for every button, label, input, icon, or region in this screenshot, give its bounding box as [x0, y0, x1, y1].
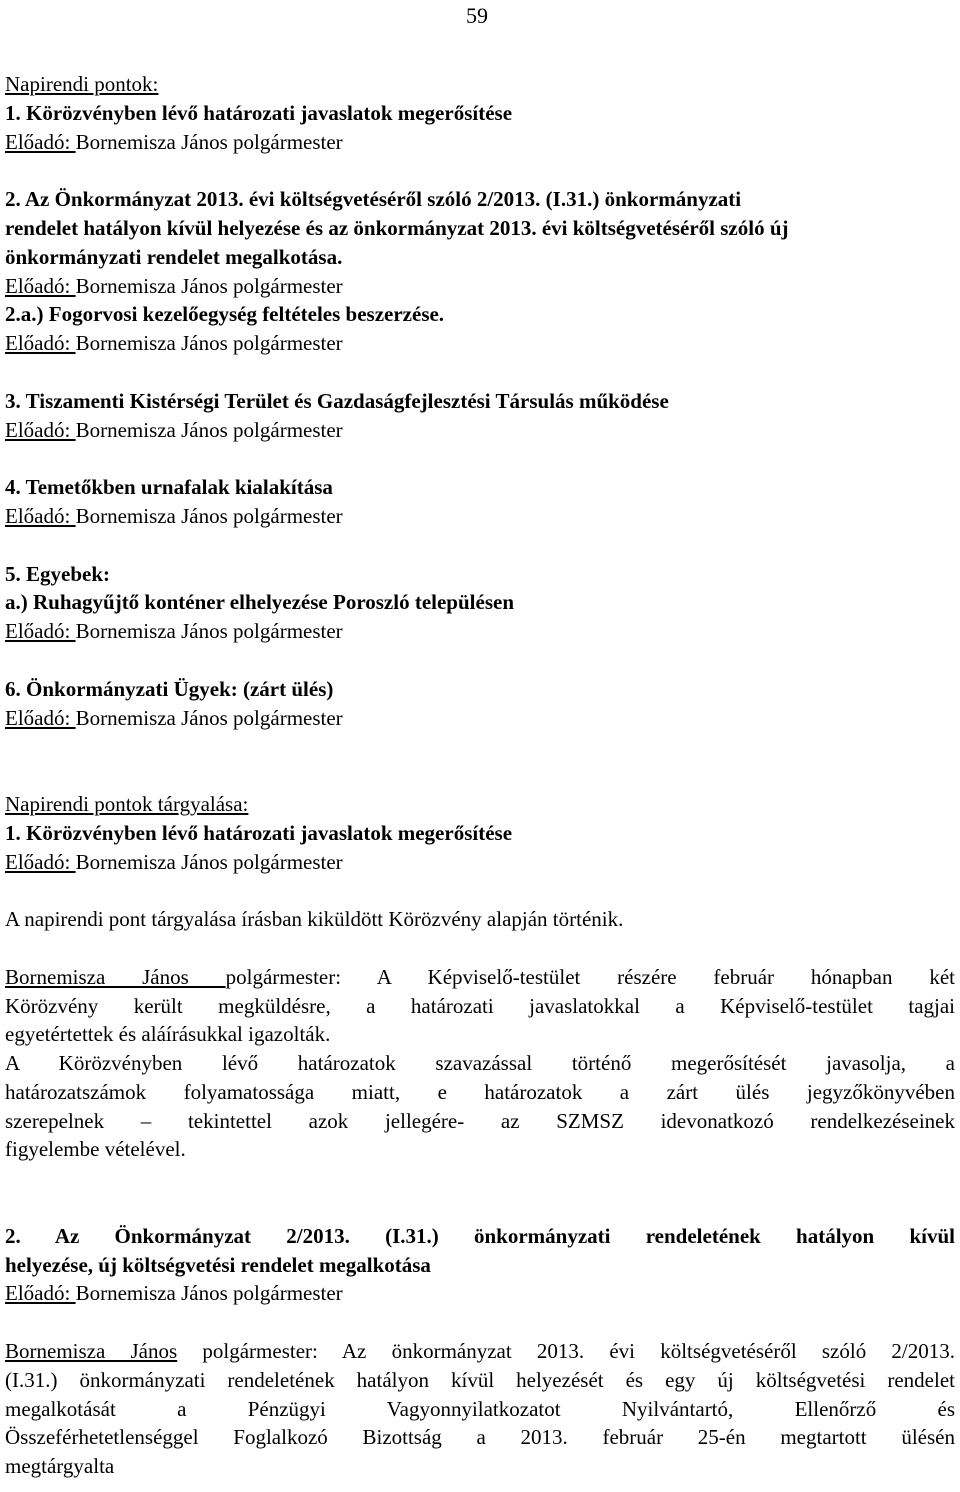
agenda-item-4: 4. Temetőkben urnafalak kialakítása [5, 475, 333, 500]
presenter-line [5, 704, 955, 733]
presenter-line [5, 848, 955, 877]
agenda-item-3: 3. Tiszamenti Kistérségi Terület és Gazdaságfejlesztési Társulás működése [5, 388, 669, 413]
presenter-name: Bornemisza János polgármester [75, 331, 343, 356]
presenter-line [5, 1279, 955, 1308]
presenter-label: Előadó: [5, 417, 76, 442]
paragraph-budget-line4: Összeférhetetlenséggel Foglalkozó Bizottság a 2013. február 25-én megtartott ülésén [5, 1425, 955, 1450]
agenda-item-5: 5. Egyebek: [5, 561, 110, 586]
presenter-label: Előadó: [5, 503, 76, 528]
presenter-name: Bornemisza János polgármester [75, 705, 343, 730]
presenter-label: Előadó: [5, 273, 76, 298]
paragraph-text: polgármester: Az önkormányzat 2013. évi költségvetéséről szóló 2/2013. [177, 1339, 955, 1364]
document-body [5, 70, 955, 1481]
discussion-item-1: 1. Körözvényben lévő határozati javaslatok megerősítése [5, 820, 513, 845]
paragraph-proposal-line4: figyelembe vételével. [5, 1137, 186, 1162]
presenter-name: Bornemisza János polgármester [75, 417, 343, 442]
agenda-heading: Napirendi pontok: [5, 72, 159, 96]
paragraph-written-basis: A napirendi pont tárgyalása írásban kiküldött Körözvény alapján történik. [5, 907, 624, 932]
page-number: 59 [466, 3, 488, 28]
agenda-item-1: 1. Körözvényben lévő határozati javaslatok megerősítése [5, 100, 513, 125]
paragraph-mayor-line1 [5, 963, 955, 992]
presenter-name: Bornemisza János polgármester [75, 849, 343, 874]
paragraph-budget-line2: (I.31.) önkormányzati rendeletének hatályon kívül helyezését és egy új költségvetési rendelet [5, 1367, 955, 1392]
presenter-label: Előadó: [5, 705, 76, 730]
presenter-label: Előadó: [5, 331, 76, 356]
agenda-item-2-line3: önkormányzati rendelet megalkotása. [5, 244, 343, 269]
discussion-item-2-line1: 2. Az Önkormányzat 2/2013. (I.31.) önkormányzati rendeletének hatályon kívül [5, 1223, 955, 1248]
presenter-label: Előadó: [5, 129, 76, 154]
presenter-name: Bornemisza János polgármester [75, 503, 343, 528]
agenda-item-2a: 2.a.) Fogorvosi kezelőegység feltételes beszerzése. [5, 302, 445, 327]
paragraph-proposal-line2: határozatszámok folyamatossága miatt, e határozatok a zárt ülés jegyzőkönyvében [5, 1079, 955, 1104]
presenter-line [5, 617, 955, 646]
paragraph-budget-line1 [5, 1337, 955, 1366]
presenter-label: Előadó: [5, 849, 76, 874]
paragraph-proposal-line3: szerepelnek – tekintettel azok jellegére- az SZMSZ idevonatkozó rendelkezéseinek [5, 1108, 955, 1133]
presenter-line [5, 502, 955, 531]
presenter-line [5, 329, 955, 358]
discussion-heading: Napirendi pontok tárgyalása: [5, 791, 249, 816]
presenter-name: Bornemisza János polgármester [75, 1281, 343, 1306]
presenter-name: Bornemisza János polgármester [75, 619, 343, 644]
agenda-item-6: 6. Önkormányzati Ügyek: (zárt ülés) [5, 676, 334, 701]
presenter-label: Előadó: [5, 1281, 76, 1306]
presenter-name: Bornemisza János polgármester [75, 273, 343, 298]
paragraph-mayor-line2: Körözvény került megküldésre, a határozati javaslatokkal a Képviselő-testület tagjai [5, 993, 955, 1018]
presenter-line [5, 128, 955, 157]
paragraph-budget-line3: megalkotását a Pénzügyi Vagyonnyilatkozatot Nyilvántartó, Ellenőrző és [5, 1396, 955, 1421]
speaker-name: Bornemisza János [5, 964, 226, 989]
agenda-item-5a: a.) Ruhagyűjtő konténer elhelyezése Poroszló településen [5, 590, 514, 615]
paragraph-budget-line5: megtárgyalta [5, 1454, 115, 1479]
agenda-item-2-line1: 2. Az Önkormányzat 2013. évi költségvetéséről szóló 2/2013. (I.31.) önkormányzati [5, 187, 742, 212]
presenter-line [5, 272, 955, 301]
paragraph-proposal-line1: A Körözvényben lévő határozatok szavazással történő megerősítését javasolja, a [5, 1051, 955, 1076]
presenter-line [5, 416, 955, 445]
presenter-name: Bornemisza János polgármester [75, 129, 343, 154]
agenda-item-2-line2: rendelet hatályon kívül helyezése és az önkormányzat 2013. évi költségvetéséről szóló új [5, 215, 789, 240]
speaker-name: Bornemisza János [5, 1339, 178, 1364]
paragraph-mayor-line3: egyetértettek és aláírásukkal igazolták. [5, 1022, 331, 1047]
paragraph-text: polgármester: A Képviselő-testület részére február hónapban két [225, 964, 955, 989]
discussion-item-2-line2: helyezése, új költségvetési rendelet megalkotása [5, 1252, 431, 1277]
presenter-label: Előadó: [5, 619, 76, 644]
